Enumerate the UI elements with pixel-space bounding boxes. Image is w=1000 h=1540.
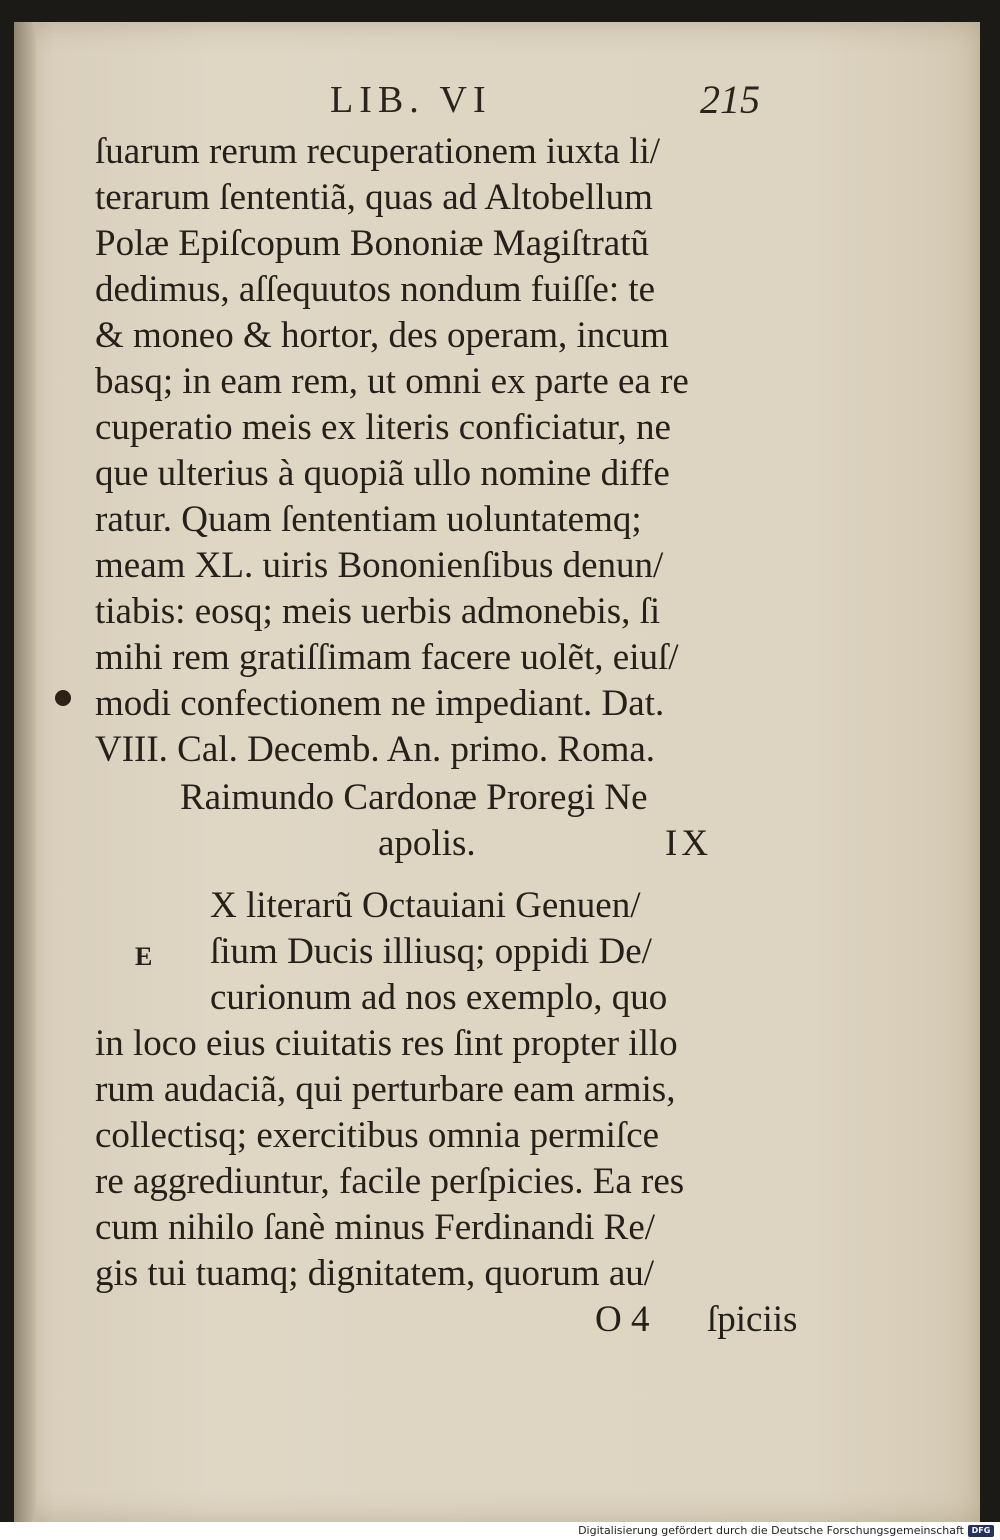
text-line: mihi rem gratiſſimam facere uolẽt, eiuſ/ [95, 637, 679, 678]
signature-mark: O 4 [595, 1299, 650, 1340]
drop-cap-space [110, 883, 200, 983]
text-line: terarum ſententiã, quas ad Altobellum [95, 177, 653, 218]
digitization-credit [0, 1522, 1000, 1540]
page-header [0, 72, 1000, 122]
page-number: 215 [700, 77, 760, 122]
text-line: cuperatio meis ex literis conficiatur, ne [95, 407, 671, 448]
catchword: ſpiciis [707, 1299, 798, 1340]
text-line: X literarũ Octauiani Genuen/ [210, 885, 641, 926]
text-line: collectisq; exercitibus omnia permiſce [95, 1115, 660, 1156]
text-line: que ulterius à quopiã ullo nomine diffe [95, 453, 670, 494]
text-line: ratur. Quam ſententiam uoluntatemq; [95, 499, 642, 540]
text-line: VIII. Cal. Decemb. An. primo. Roma. [95, 729, 656, 770]
text-line: cum nihilo ſanè minus Ferdinandi Re/ [95, 1207, 656, 1248]
heading-line-2: apolis. [378, 823, 476, 864]
text-line: ſium Ducis illiusq; oppidi De/ [210, 931, 652, 972]
text-line: & moneo & hortor, des operam, incum [95, 315, 669, 356]
page-gutter [14, 22, 36, 1522]
dfg-logo-icon: DFG [968, 1525, 994, 1537]
text-line: Polæ Epiſcopum Bononiæ Magiſtratũ [95, 223, 649, 264]
letter-number: IX [665, 823, 713, 864]
text-line: dedimus, aſſequutos nondum fuiſſe: te [95, 269, 656, 310]
text-line: tiabis: eosq; meis uerbis admonebis, ſi [95, 591, 661, 632]
page-footer [95, 1298, 798, 1342]
running-head: LIB. VI [330, 79, 492, 121]
text-line: rum audaciã, qui perturbare eam armis, [95, 1069, 676, 1110]
text-line: ſuarum rerum recuperationem iuxta li/ [95, 131, 661, 172]
text-line: gis tui tuamq; dignitatem, quorum au/ [95, 1253, 655, 1294]
text-line: in loco eius ciuitatis res ſint propter illo [95, 1023, 678, 1064]
text-line: curionum ad nos exemplo, quo [210, 977, 668, 1018]
heading-line-1: Raimundo Cardonæ Proregi Ne [180, 777, 648, 818]
text-line: re aggrediuntur, facile perſpicies. Ea res [95, 1161, 685, 1202]
text-line: meam XL. uiris Bononienſibus denun/ [95, 545, 664, 586]
text-line: modi confectionem ne impediant. Dat. [95, 683, 665, 724]
margin-letter: E [135, 942, 153, 971]
ink-stain [55, 690, 71, 706]
text-line: basq; in eam rem, ut omni ex parte ea re [95, 361, 689, 402]
credit-text: Digitalisierung gefördert durch die Deutsche Forschungsgemeinschaft [578, 1524, 964, 1537]
